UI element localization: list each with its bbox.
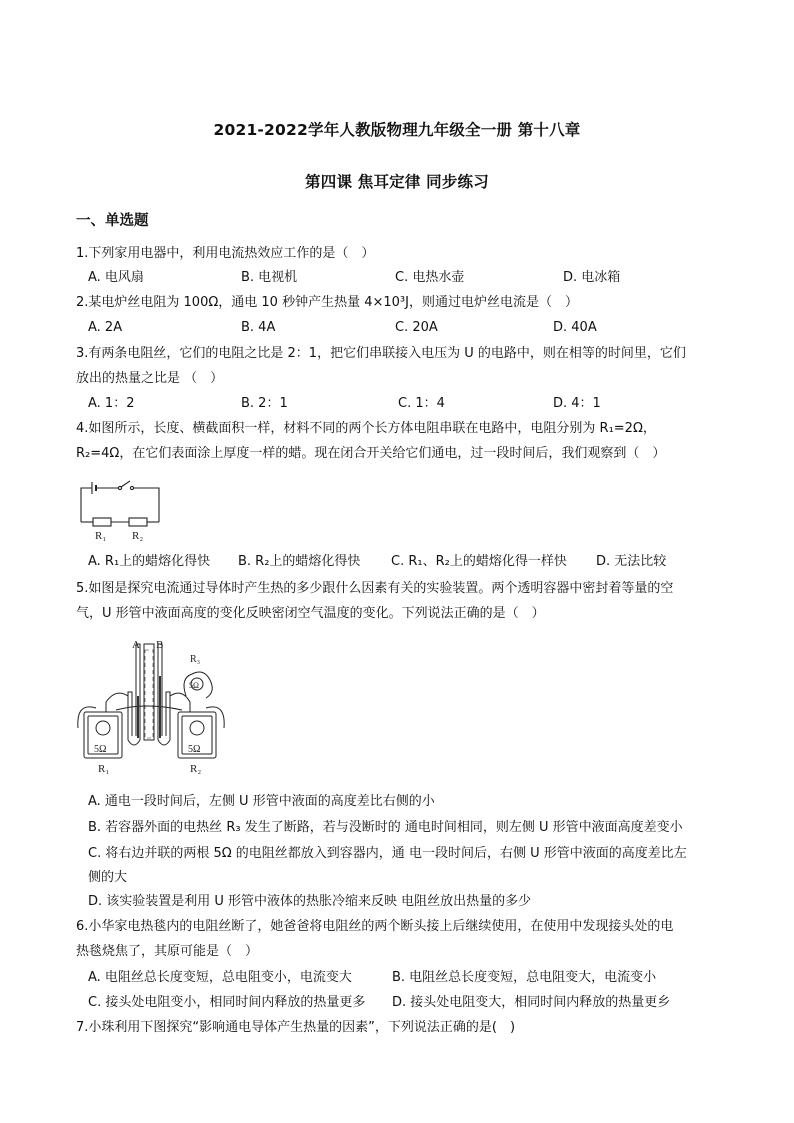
liquid-column-left [137,696,139,738]
question-1-stem: 1.下列家用电器中，利用电流热效应工作的是（ ） [76,246,375,261]
question-3-option-d: D. 4：1 [553,396,601,411]
question-3-stem-line1: 3.有两条电阻丝，它们的电阻之比是 2：1，把它们串联接入电压为 U 的电路中，则在相等的时间里，它们 [76,346,686,361]
air-tube-left [106,693,128,712]
heating-coil-left [96,721,110,735]
joule-heating-apparatus-figure [76,636,226,778]
question-2-option-a: A. 2A [88,320,123,335]
question-4-option-c: C. R₁、R₂上的蜡熔化得一样快 [391,554,567,569]
question-6-stem-line1: 6.小华家电热毯内的电阻丝断了，她爸爸将电阻丝的两个断头接上后继续使用，在使用中发现接头处的电 [76,919,674,934]
label-a: A [132,639,140,651]
question-1-option-d: D. 电冰箱 [563,270,621,285]
question-5-stem-line2: 气，U 形管中液面高度的变化反映密闭空气温度的变化。下列说法正确的是（ ） [76,606,545,621]
question-3-option-c: C. 1：4 [398,396,445,411]
question-2-option-c: C. 20A [395,320,438,335]
series-circuit-figure [76,478,166,542]
question-6-option-c: C. 接头处电阻变小，相同时间内释放的热量更多 [88,995,366,1010]
question-2-option-d: D. 40A [553,320,597,335]
question-4-option-b: B. R₂上的蜡熔化得快 [238,554,361,569]
switch-terminal-right [130,486,133,489]
question-1-option-a: A. 电风扇 [88,270,144,285]
question-3-option-a: A. 1：2 [88,396,135,411]
scale-ticks [145,650,153,738]
question-5-stem-line1: 5.如图是探究电流通过导体时产生热的多少跟什么因素有关的实验装置。两个透明容器中密封着等量的空 [76,581,674,596]
question-1-option-c: C. 电热水壶 [395,270,465,285]
lead-wire-left [78,707,96,728]
question-5-option-d: D. 该实验装置是利用 U 形管中液体的热胀冷缩来反映 电阻丝放出热量的多少 [88,894,532,909]
question-3-stem-line2: 放出的热量之比是 （ ） [76,371,224,386]
document-title: 2021-2022学年人教版物理九年级全一册 第十八章 [213,121,581,139]
question-6-option-a: A. 电阻丝总长度变短，总电阻变小，电流变大 [88,970,352,985]
measurement-scale [144,644,154,740]
circuit-wire-right [134,488,159,522]
label-r3: R₃ [190,654,201,665]
label-r1: R₁ [95,530,107,542]
resistor-r2 [129,518,147,526]
question-5-option-a: A. 通电一段时间后，左侧 U 形管中液面的高度差比右侧的小 [88,794,435,809]
u-tube-right-bottom [158,740,170,745]
liquid-column-right [159,676,161,738]
question-5-option-c-line1: C. 将右边并联的两根 5Ω 的电阻丝都放入到容器内，通 电一段时间后，右侧 U 形管中液面的高度差比左 [88,846,687,861]
lead-wire-right [206,707,224,728]
question-4-stem-line2: R₂=4Ω，在它们表面涂上厚度一样的蜡。现在闭合开关给它们通电，过一段时间后，我们观察到（ ） [76,446,666,461]
question-6-option-d: D. 接头处电阻变大，相同时间内释放的热量更乡 [392,995,671,1010]
question-3-option-b: B. 2：1 [241,396,288,411]
question-4-option-d: D. 无法比较 [596,554,667,569]
label-5ohm-top: 5Ω [189,681,199,690]
circuit-wire-left [81,488,92,522]
question-4-stem-line1: 4.如图所示，长度、横截面积一样，材料不同的两个长方体电阻串联在电路中，电阻分别为 R₁=2Ω， [76,421,656,436]
question-4-option-a: A. R₁上的蜡熔化得快 [88,554,211,569]
label-r2: R₂ [132,530,144,542]
label-r1: R₁ [98,763,110,775]
heating-coil-right [190,721,204,735]
switch-lever [121,481,130,487]
question-7-stem: 7.小珠利用下图探究“影响通电导体产生热量的因素”，下列说法正确的是( ) [76,1020,516,1035]
label-r2: R₂ [190,763,202,775]
label-b: B [156,639,164,651]
document-subtitle: 第四课 焦耳定律 同步练习 [305,173,489,191]
connecting-wire [116,706,182,710]
question-5-option-c-line2: 侧的大 [88,870,128,885]
question-6-stem-line2: 热毯烧焦了，其原可能是（ ） [76,944,259,959]
question-6-option-b: B. 电阻丝总长度变短，总电阻变大，电流变小 [392,970,657,985]
u-tube-left-bottom [128,740,140,745]
question-2-stem: 2.某电炉丝电阻为 100Ω，通电 10 秒钟产生热量 4×10³J，则通过电炉丝电流是（ ） [76,295,578,310]
question-5-option-b: B. 若容器外面的电热丝 R₃ 发生了断路，若与没断时的 通电时间相同，则左侧 U 形管中液面高度差变小 [88,820,683,835]
resistor-r1 [93,518,111,526]
label-5ohm-left: 5Ω [94,744,107,755]
question-2-option-b: B. 4A [241,320,276,335]
question-1-option-b: B. 电视机 [241,270,298,285]
label-5ohm-right: 5Ω [188,744,201,755]
section-heading: 一、单选题 [76,213,149,229]
